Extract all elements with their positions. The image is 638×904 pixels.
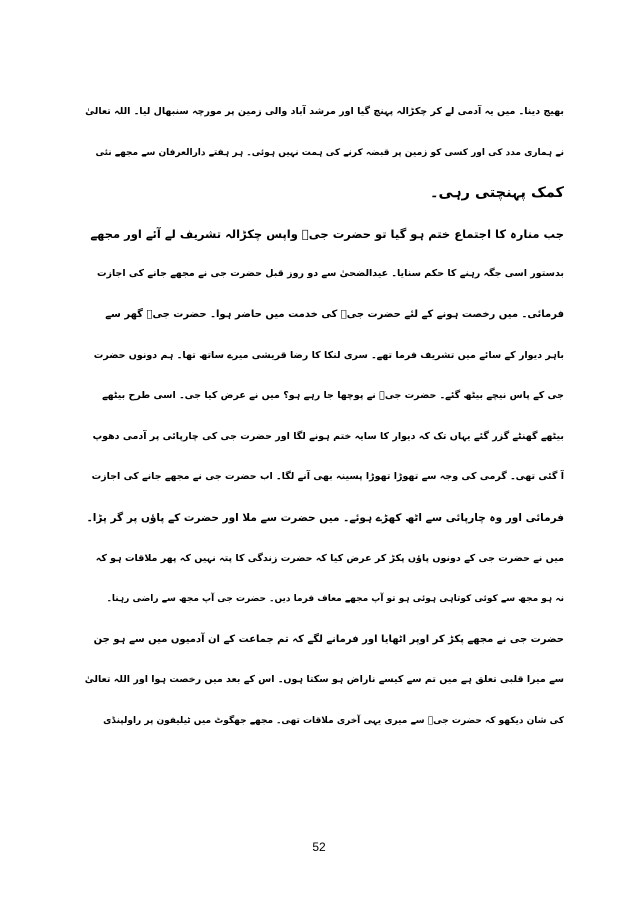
text-line: نے ہماری مدد کی اور کسی کو زمین پر قبضہ کرنے کی ہمت نہیں ہوئی۔ ہر ہفتے دارالعرفان سے مجھے نئی	[95, 147, 564, 158]
text-line: نہ ہو مجھ سے کوئی کوتاہی ہوئی ہو تو آپ مجھے معاف فرما دیں۔ حضرت جی آپ مجھ سے راضی رہنا۔	[106, 594, 564, 605]
paragraph-2	[84, 214, 564, 742]
text-line: کمک پہنچتی رہی۔	[429, 185, 564, 202]
paragraph-1	[84, 92, 564, 214]
page-number: 52	[312, 840, 326, 854]
text-line: میں نے حضرت جی کے دونوں پاؤں پکڑ کر عرض کیا کہ حضرت زندگی کا پتہ نہیں کہ پھر ملاقات ہو کہ	[95, 552, 564, 564]
text-line: بھیج دینا۔ میں یہ آدمی لے کر چکڑالہ پہنچ گیا اور مرشد آباد والی زمین پر مورچہ سنبھال لیا۔ اللہ تعالیٰ	[85, 106, 564, 117]
text-line: آ گئی تھی۔ گرمی کی وجہ سے تھوڑا تھوڑا پسینہ بھی آنے لگا۔ اب حضرت جی نے مجھے جانے کی اجازت	[91, 471, 564, 483]
urdu-text-body	[84, 92, 564, 742]
text-line: فرمائی۔ میں رخصت ہونے کے لئے حضرت جیؒ کی خدمت میں حاضر ہوا۔ حضرت جیؒ گھر سے	[105, 308, 564, 320]
text-line: جی کے پاس نیچے بیٹھ گئے۔ حضرت جیؒ نے پوچھا جا رہے ہو؟ میں نے عرض کیا جی۔ اسی طرح بیٹھے	[102, 390, 564, 402]
text-line: بدستور اسی جگہ رہنے کا حکم سنایا۔ عیدالضحیٰ سے دو روز قبل حضرت جی نے مجھے جانے کی اجازت	[96, 268, 564, 280]
text-line: بیٹھے گھنٹے گزر گئے یہاں تک کہ دیوار کا سایہ ختم ہونے لگا اور حضرت جی کی چارپائی پر آدمی دھوپ	[92, 430, 564, 442]
text-line: جب منارہ کا اجتماع ختم ہو گیا تو حضرت جیؒ واپس چکڑالہ تشریف لے آئے اور مجھے	[90, 226, 564, 241]
text-line: فرمائی اور وہ چارپائی سے اٹھ کھڑے ہوئے۔ میں حضرت سے ملا اور حضرت کے پاؤں پر گر پڑا۔	[86, 511, 564, 524]
text-line: حضرت جی نے مجھے پکڑ کر اوپر اٹھایا اور فرمانے لگے کہ تم جماعت کے ان آدمیوں میں سے ہو جن	[93, 633, 564, 645]
text-line: کی شان دیکھو کہ حضرت جیؒ سے میری یہی آخری ملاقات تھی۔ مجھے جھگوٹ میں ٹیلیفون پر راولپنڈی	[103, 715, 564, 726]
text-line: سے میرا قلبی تعلق ہے میں تم سے کیسے ناراض ہو سکتا ہوں۔ اس کے بعد میں رخصت ہوا اور اللہ تعالیٰ	[84, 674, 564, 686]
text-line: باہر دیوار کے سائے میں تشریف فرما تھے۔ سری لنکا کا رضا قریشی میرے ساتھ تھا۔ ہم دونوں حضرت	[93, 349, 564, 361]
